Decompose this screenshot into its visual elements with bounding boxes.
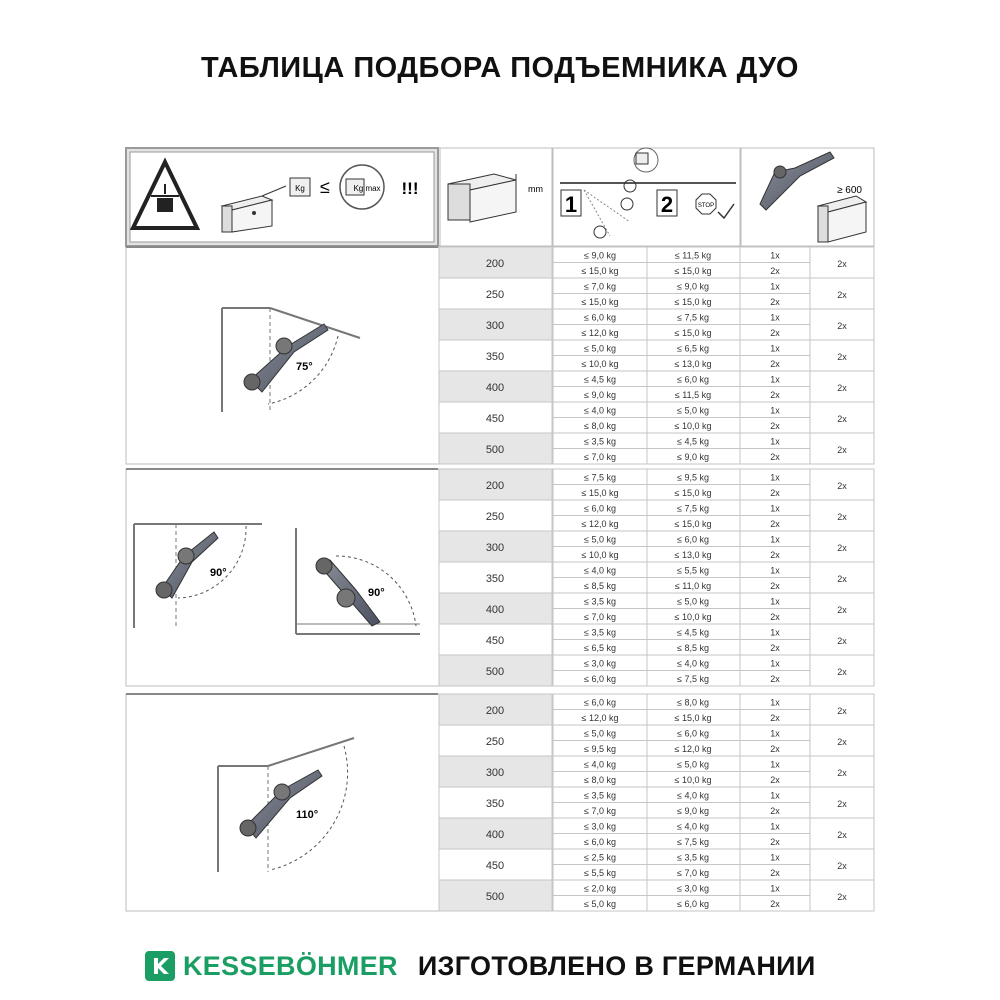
weight-variant-2-single: ≤ 6,5 kg	[677, 343, 709, 354]
lift-count-double: 2x	[770, 581, 780, 591]
weight-variant-2-double: ≤ 9,0 kg	[677, 806, 709, 816]
lift-count-single: 1x	[770, 596, 780, 607]
depth-value: 350	[485, 573, 505, 585]
angle-label-75: 75°	[296, 361, 313, 373]
page-title: ТАБЛИЦА ПОДБОРА ПОДЪЕМНИКА ДУО	[201, 52, 799, 84]
lift-count-single: 1x	[770, 821, 780, 832]
table-body	[126, 247, 874, 911]
weight-variant-1-single: ≤ 3,0 kg	[584, 658, 616, 669]
weight-variant-1-single: ≤ 7,5 kg	[584, 472, 616, 483]
weight-variant-1-single: ≤ 3,0 kg	[584, 821, 616, 832]
lift-count-double: 2x	[770, 488, 780, 498]
table-row	[439, 500, 874, 531]
weight-variant-1-single: ≤ 2,5 kg	[584, 852, 616, 863]
lift-count-double: 2x	[770, 519, 780, 529]
depth-header-icon	[440, 148, 552, 246]
footer	[145, 946, 816, 986]
table-row	[439, 593, 874, 624]
warning-exclamations: !!!	[401, 179, 419, 198]
table-row	[439, 562, 874, 593]
weight-variant-1-double: ≤ 7,0 kg	[584, 612, 616, 622]
depth-value: 350	[485, 351, 505, 363]
lift-count-double: 2x	[770, 390, 780, 400]
table-row	[439, 371, 874, 402]
weight-variant-2-double: ≤ 11,0 kg	[674, 581, 712, 591]
table-row	[439, 433, 874, 464]
weight-variant-2-double: ≤ 11,5 kg	[674, 390, 712, 400]
table-row	[439, 655, 874, 686]
weight-variant-1-double: ≤ 10,0 kg	[581, 359, 619, 369]
weight-variant-1-double: ≤ 6,5 kg	[584, 643, 616, 653]
lift-count-double: 2x	[770, 744, 780, 754]
depth-value: 500	[485, 666, 505, 678]
weight-variant-2-single: ≤ 7,5 kg	[677, 503, 709, 514]
table-row	[439, 849, 874, 880]
lift-count-double: 2x	[770, 359, 780, 369]
weight-variant-2-double: ≤ 8,5 kg	[677, 643, 709, 653]
depth-value: 200	[485, 480, 505, 492]
weight-variant-2-double: ≤ 9,0 kg	[677, 452, 709, 462]
weight-variant-2-single: ≤ 9,5 kg	[677, 472, 709, 483]
weight-variant-2-double: ≤ 10,0 kg	[674, 421, 712, 431]
depth-value: 500	[485, 444, 505, 456]
lift-count-single: 1x	[770, 374, 780, 385]
weight-variant-2-single: ≤ 5,0 kg	[677, 596, 709, 607]
weight-variant-1-single: ≤ 3,5 kg	[584, 790, 616, 801]
depth-value: 500	[485, 891, 505, 903]
lift-count-single: 1x	[770, 343, 780, 354]
weight-variant-2-single: ≤ 7,5 kg	[677, 312, 709, 323]
lift-count-single: 1x	[770, 697, 780, 708]
lift-count-single: 1x	[770, 250, 780, 261]
lift-count-double: 2x	[770, 297, 780, 307]
weight-variant-2-double: ≤ 12,0 kg	[674, 744, 712, 754]
weight-variant-1-single: ≤ 9,0 kg	[584, 250, 616, 261]
lift-count-single: 1x	[770, 627, 780, 638]
weight-variant-1-double: ≤ 10,0 kg	[581, 550, 619, 560]
weight-variant-1-single: ≤ 2,0 kg	[584, 883, 616, 894]
pair-count: 2x	[837, 321, 847, 331]
kg-max-label: Kg max	[353, 184, 381, 193]
section-0	[126, 247, 874, 464]
weight-variant-1-single: ≤ 5,0 kg	[584, 728, 616, 739]
pair-count: 2x	[837, 636, 847, 646]
leq-sign: ≤	[320, 177, 330, 197]
lift-count-single: 1x	[770, 405, 780, 416]
pair-count: 2x	[837, 259, 847, 269]
lift-count-single: 1x	[770, 436, 780, 447]
table-row	[439, 531, 874, 562]
weight-variant-2-double: ≤ 15,0 kg	[674, 266, 712, 276]
weight-variant-2-single: ≤ 4,5 kg	[677, 627, 709, 638]
weight-variant-1-double: ≤ 12,0 kg	[581, 713, 619, 723]
lift-count-double: 2x	[770, 713, 780, 723]
lift-count-double: 2x	[770, 266, 780, 276]
warning-panel	[126, 148, 438, 246]
lift-count-single: 1x	[770, 790, 780, 801]
pair-count: 2x	[837, 481, 847, 491]
weight-variant-1-single: ≤ 3,5 kg	[584, 596, 616, 607]
depth-value: 300	[485, 542, 505, 554]
weight-variant-2-single: ≤ 4,0 kg	[677, 790, 709, 801]
lift-count-double: 2x	[770, 550, 780, 560]
angle-label-110: 110°	[296, 809, 319, 821]
stop-label: STOP	[697, 203, 715, 209]
pair-count: 2x	[837, 605, 847, 615]
weight-variant-1-single: ≤ 6,0 kg	[584, 697, 616, 708]
pair-count: 2x	[837, 290, 847, 300]
table-row	[439, 309, 874, 340]
table-row	[439, 247, 874, 278]
pair-count: 2x	[837, 445, 847, 455]
weight-variant-1-double: ≤ 7,0 kg	[584, 806, 616, 816]
lift-count-double: 2x	[770, 421, 780, 431]
weight-variant-2-single: ≤ 4,0 kg	[677, 658, 709, 669]
weight-variant-1-single: ≤ 6,0 kg	[584, 503, 616, 514]
lift-count-double: 2x	[770, 674, 780, 684]
weight-variant-1-double: ≤ 7,0 kg	[584, 452, 616, 462]
pair-count: 2x	[837, 861, 847, 871]
lift-count-single: 1x	[770, 281, 780, 292]
weight-variant-1-double: ≤ 9,0 kg	[584, 390, 616, 400]
weight-variant-2-double: ≤ 7,5 kg	[677, 674, 709, 684]
depth-value: 400	[485, 382, 505, 394]
weight-variant-1-double: ≤ 9,5 kg	[584, 744, 616, 754]
variant-1-label: 1	[564, 192, 578, 217]
weight-variant-1-single: ≤ 3,5 kg	[584, 436, 616, 447]
kessebohmer-logo-icon	[145, 951, 175, 981]
depth-value: 350	[485, 798, 505, 810]
weight-variant-1-double: ≤ 8,5 kg	[584, 581, 616, 591]
table-row	[439, 725, 874, 756]
lift-count-single: 1x	[770, 312, 780, 323]
weight-variant-1-double: ≤ 12,0 kg	[581, 328, 619, 338]
table-row	[439, 694, 874, 725]
lift-count-double: 2x	[770, 328, 780, 338]
lift-count-double: 2x	[770, 899, 780, 909]
weight-variant-2-single: ≤ 3,5 kg	[677, 852, 709, 863]
weight-variant-1-single: ≤ 6,0 kg	[584, 312, 616, 323]
weight-variant-1-double: ≤ 8,0 kg	[584, 775, 616, 785]
weight-variant-1-double: ≤ 6,0 kg	[584, 674, 616, 684]
weight-variant-2-double: ≤ 13,0 kg	[674, 550, 712, 560]
weight-variant-1-double: ≤ 12,0 kg	[581, 519, 619, 529]
angle-label-90-a: 90°	[210, 567, 227, 579]
weight-variant-2-single: ≤ 9,0 kg	[677, 281, 709, 292]
mm-label: mm	[528, 184, 543, 194]
weight-variant-2-single: ≤ 6,0 kg	[677, 728, 709, 739]
depth-value: 200	[485, 258, 505, 270]
table-row	[439, 818, 874, 849]
weight-variant-2-single: ≤ 4,5 kg	[677, 436, 709, 447]
lift-count-double: 2x	[770, 452, 780, 462]
weight-variant-2-double: ≤ 15,0 kg	[674, 328, 712, 338]
weight-variant-2-double: ≤ 7,0 kg	[677, 868, 709, 878]
table-row	[439, 340, 874, 371]
depth-value: 250	[485, 736, 505, 748]
weight-variant-1-double: ≤ 15,0 kg	[581, 266, 619, 276]
table-row	[439, 787, 874, 818]
pair-count: 2x	[837, 667, 847, 677]
pair-count: 2x	[837, 512, 847, 522]
lift-count-double: 2x	[770, 837, 780, 847]
weight-variant-2-double: ≤ 10,0 kg	[674, 612, 712, 622]
depth-value: 300	[485, 767, 505, 779]
weight-variant-2-single: ≤ 3,0 kg	[677, 883, 709, 894]
pair-count: 2x	[837, 706, 847, 716]
lift-count-single: 1x	[770, 472, 780, 483]
weight-variant-1-double: ≤ 15,0 kg	[581, 297, 619, 307]
weight-variant-1-single: ≤ 4,0 kg	[584, 565, 616, 576]
depth-value: 400	[485, 604, 505, 616]
weight-variant-1-single: ≤ 4,0 kg	[584, 759, 616, 770]
pair-count: 2x	[837, 574, 847, 584]
kg-label: Kg	[295, 184, 305, 193]
weight-variant-2-double: ≤ 10,0 kg	[674, 775, 712, 785]
min-width-label: ≥ 600	[837, 185, 862, 196]
pair-count: 2x	[837, 799, 847, 809]
weight-variant-2-double: ≤ 13,0 kg	[674, 359, 712, 369]
table-row	[439, 756, 874, 787]
depth-value: 450	[485, 635, 505, 647]
table-row	[439, 402, 874, 433]
lift-count-single: 1x	[770, 728, 780, 739]
made-in-label: ИЗГОТОВЛЕНО В ГЕРМАНИИ	[417, 950, 816, 981]
weight-variant-2-double: ≤ 6,0 kg	[677, 899, 709, 909]
lift-count-double: 2x	[770, 612, 780, 622]
weight-variant-1-single: ≤ 5,0 kg	[584, 534, 616, 545]
weight-variant-2-single: ≤ 5,0 kg	[677, 405, 709, 416]
pair-count: 2x	[837, 383, 847, 393]
table-row	[439, 278, 874, 309]
variants-header	[553, 148, 740, 246]
weight-variant-2-double: ≤ 15,0 kg	[674, 488, 712, 498]
weight-variant-1-double: ≤ 6,0 kg	[584, 837, 616, 847]
weight-variant-1-double: ≤ 5,5 kg	[584, 868, 616, 878]
weight-variant-2-single: ≤ 11,5 kg	[674, 250, 712, 261]
pair-count: 2x	[837, 737, 847, 747]
weight-kg-icon	[290, 178, 310, 196]
pair-count: 2x	[837, 352, 847, 362]
weight-variant-1-double: ≤ 8,0 kg	[584, 421, 616, 431]
table-header	[126, 148, 874, 246]
pair-count: 2x	[837, 768, 847, 778]
weight-variant-2-double: ≤ 7,5 kg	[677, 837, 709, 847]
lift-count-single: 1x	[770, 759, 780, 770]
table-row	[439, 469, 874, 500]
depth-value: 250	[485, 289, 505, 301]
depth-value: 300	[485, 320, 505, 332]
weight-variant-1-single: ≤ 7,0 kg	[584, 281, 616, 292]
lift-count-single: 1x	[770, 883, 780, 894]
section-1	[126, 469, 874, 686]
depth-value: 400	[485, 829, 505, 841]
weight-variant-1-single: ≤ 5,0 kg	[584, 343, 616, 354]
lift-count-single: 1x	[770, 565, 780, 576]
pair-count: 2x	[837, 414, 847, 424]
lift-count-single: 1x	[770, 852, 780, 863]
weight-variant-1-single: ≤ 3,5 kg	[584, 627, 616, 638]
depth-value: 450	[485, 413, 505, 425]
lift-header-icon	[741, 148, 874, 246]
variant-2-label: 2	[660, 192, 674, 217]
weight-variant-2-double: ≤ 15,0 kg	[674, 297, 712, 307]
weight-variant-2-single: ≤ 5,0 kg	[677, 759, 709, 770]
depth-value: 450	[485, 860, 505, 872]
pair-count: 2x	[837, 892, 847, 902]
depth-value: 250	[485, 511, 505, 523]
pair-count: 2x	[837, 543, 847, 553]
section-2	[126, 694, 874, 911]
weight-variant-2-single: ≤ 8,0 kg	[677, 697, 709, 708]
weight-variant-2-single: ≤ 6,0 kg	[677, 374, 709, 385]
lift-count-double: 2x	[770, 868, 780, 878]
weight-variant-2-single: ≤ 4,0 kg	[677, 821, 709, 832]
weight-variant-1-single: ≤ 4,5 kg	[584, 374, 616, 385]
weight-variant-1-double: ≤ 15,0 kg	[581, 488, 619, 498]
depth-value: 200	[485, 705, 505, 717]
lift-count-double: 2x	[770, 806, 780, 816]
weight-variant-1-double: ≤ 5,0 kg	[584, 899, 616, 909]
lift-count-single: 1x	[770, 658, 780, 669]
lift-count-double: 2x	[770, 643, 780, 653]
table-row	[439, 880, 874, 911]
lift-count-single: 1x	[770, 534, 780, 545]
table-row	[439, 624, 874, 655]
lift-count-double: 2x	[770, 775, 780, 785]
stop-sign-icon	[696, 194, 716, 214]
weight-variant-2-single: ≤ 5,5 kg	[677, 565, 709, 576]
lift-count-single: 1x	[770, 503, 780, 514]
pair-count: 2x	[837, 830, 847, 840]
brand-name: KESSEBÖHMER	[183, 950, 398, 981]
weight-variant-1-single: ≤ 4,0 kg	[584, 405, 616, 416]
weight-variant-2-double: ≤ 15,0 kg	[674, 713, 712, 723]
weight-variant-2-double: ≤ 15,0 kg	[674, 519, 712, 529]
weight-variant-2-single: ≤ 6,0 kg	[677, 534, 709, 545]
angle-label-90-b: 90°	[368, 587, 385, 599]
